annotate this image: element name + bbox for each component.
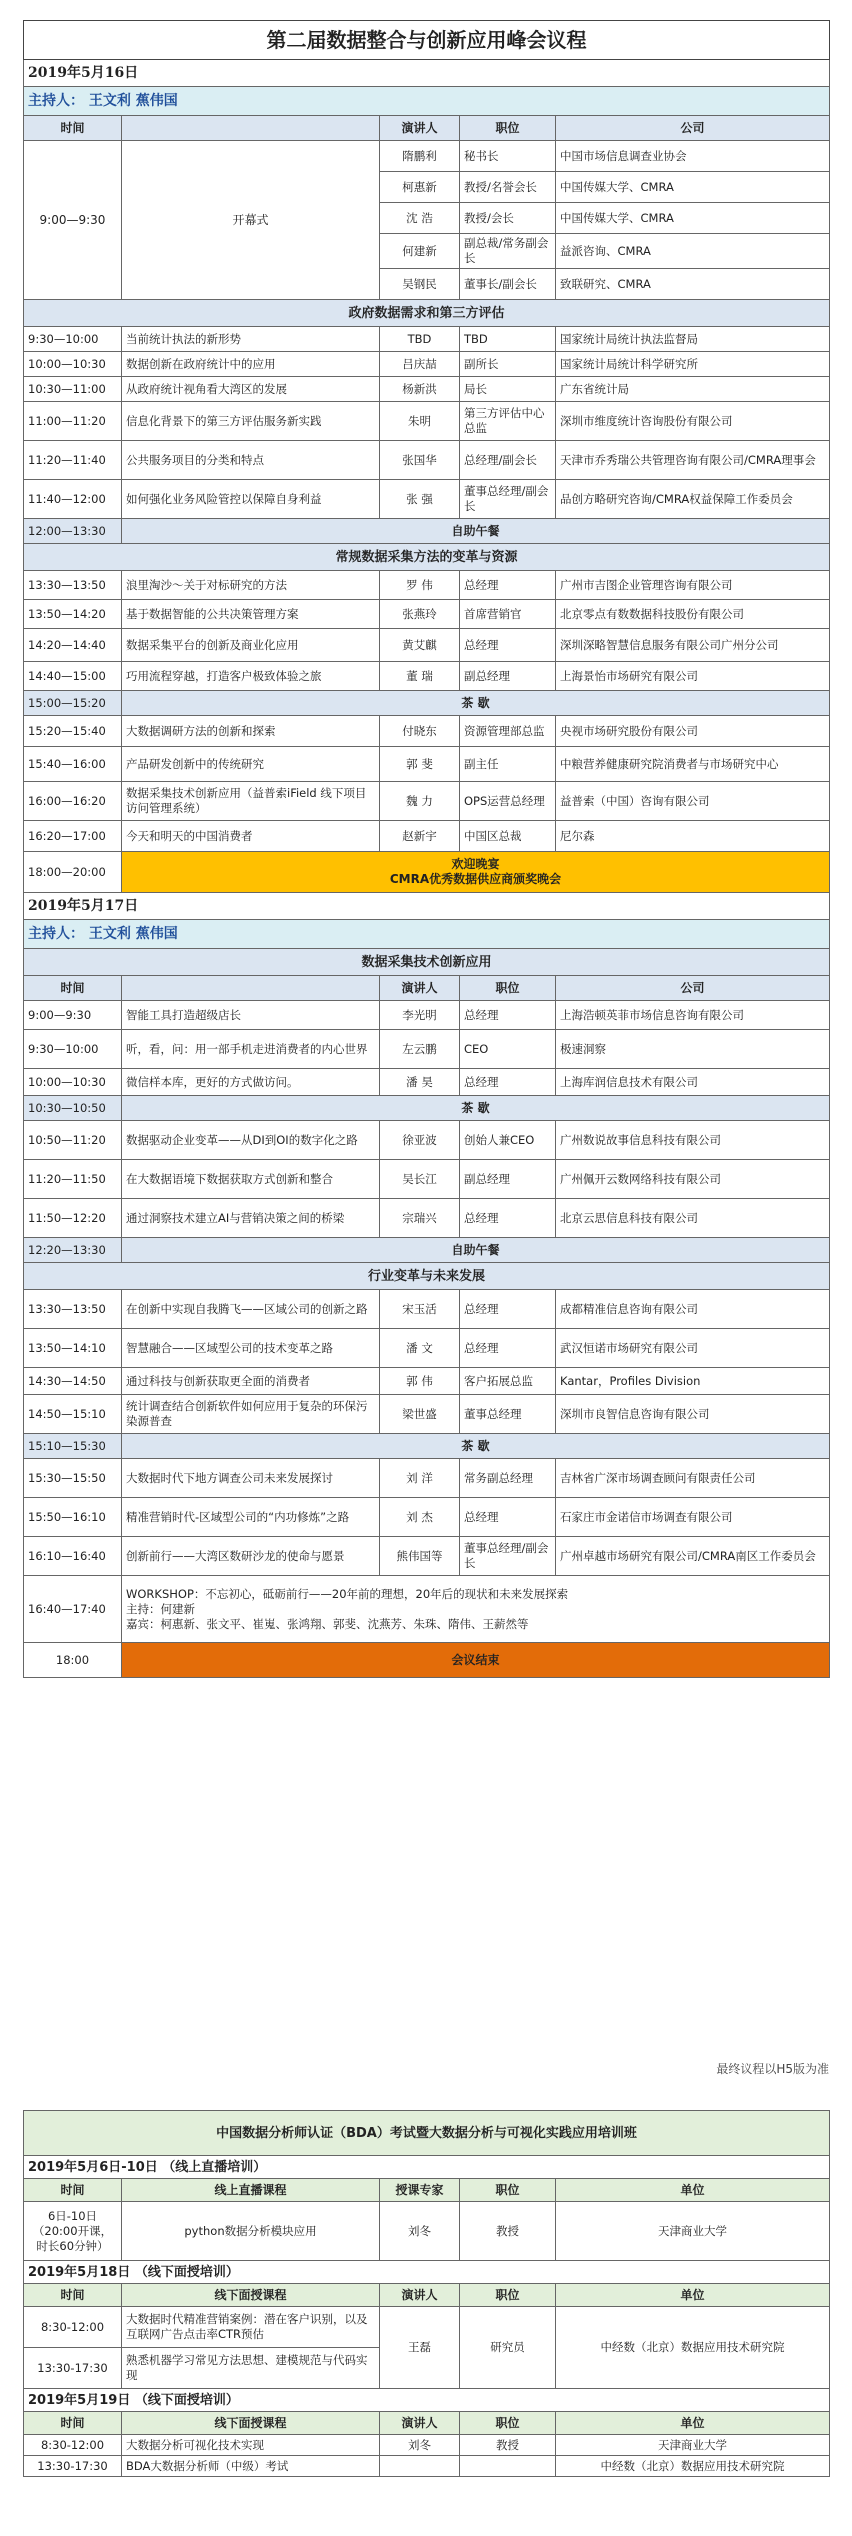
company: 广州数说故事信息科技有限公司 — [556, 1121, 830, 1160]
speaker: 何建新 — [380, 234, 460, 269]
tea-break-label: 茶 歇 — [122, 1434, 830, 1459]
speaker: 刘冬 — [380, 2435, 460, 2456]
day1-host-row — [24, 87, 830, 116]
time-cell: 9:30—10:00 — [24, 1030, 122, 1069]
course-title: 大数据时代精准营销案例：潜在客户识别，以及互联网广告点击率CTR预估 — [122, 2307, 380, 2348]
position: 副主任 — [460, 747, 556, 782]
column-header: 演讲人 — [380, 2284, 460, 2307]
position: TBD — [460, 327, 556, 352]
talk-title: 通过洞察技术建立AI与营销决策之间的桥梁 — [122, 1199, 380, 1238]
company: 品创方略研究咨询/CMRA权益保障工作委员会 — [556, 480, 830, 519]
talk-row — [24, 1329, 830, 1368]
speaker: 隋鹏利 — [380, 141, 460, 172]
company: 益普索（中国）咨询有限公司 — [556, 782, 830, 821]
part-date: 2019年5月6日-10日 （线上直播培训） — [24, 2156, 830, 2179]
day2-host: 主持人： 王文利 蕉伟国 — [24, 920, 830, 949]
training-table — [23, 2110, 830, 2477]
speaker: 刘 洋 — [380, 1459, 460, 1498]
column-header: 演讲人 — [380, 116, 460, 141]
position: 局长 — [460, 377, 556, 402]
speaker: 梁世盛 — [380, 1395, 460, 1434]
time-cell: 11:00—11:20 — [24, 402, 122, 441]
speaker — [380, 2456, 460, 2477]
course-title: BDA大数据分析师（中级）考试 — [122, 2456, 380, 2477]
talk-title: 智能工具打造超级店长 — [122, 1001, 380, 1030]
column-header: 单位 — [556, 2412, 830, 2435]
time-cell: 15:30—15:50 — [24, 1459, 122, 1498]
day2-header-row — [24, 976, 830, 1001]
section-gov-label: 政府数据需求和第三方评估 — [24, 300, 830, 327]
position: 董事总经理/副会长 — [460, 480, 556, 519]
column-header: 时间 — [24, 116, 122, 141]
day1-header-row — [24, 116, 830, 141]
position: 副所长 — [460, 352, 556, 377]
talk-row — [24, 352, 830, 377]
company: 北京零点有数数据科技股份有限公司 — [556, 600, 830, 629]
column-header: 职位 — [460, 2284, 556, 2307]
training-part2-row — [24, 2307, 830, 2348]
day2-date: 2019年5月17日 — [24, 893, 830, 920]
column-header: 时间 — [24, 2284, 122, 2307]
column-header: 时间 — [24, 976, 122, 1001]
position: 常务副总经理 — [460, 1459, 556, 1498]
column-header: 公司 — [556, 116, 830, 141]
talk-row — [24, 782, 830, 821]
training-title: 中国数据分析师认证（BDA）考试暨大数据分析与可视化实践应用培训班 — [24, 2111, 830, 2156]
time-cell: 13:30-17:30 — [24, 2456, 122, 2477]
workshop-line: 主持：何建新 — [126, 1601, 195, 1616]
company: 深圳市良智信息咨询有限公司 — [556, 1395, 830, 1434]
company: 吉林省广深市场调查顾问有限责任公司 — [556, 1459, 830, 1498]
position: OPS运营总经理 — [460, 782, 556, 821]
tea-break-label: 茶 歇 — [122, 691, 830, 716]
talk-row — [24, 629, 830, 662]
company: 中国市场信息调查业协会 — [556, 141, 830, 172]
talk-title: 大数据调研方法的创新和探索 — [122, 716, 380, 747]
column-header: 时间 — [24, 2412, 122, 2435]
time-cell: 14:20—14:40 — [24, 629, 122, 662]
section-tech-label: 数据采集技术创新应用 — [24, 949, 830, 976]
talk-row — [24, 716, 830, 747]
day1-date: 2019年5月16日 — [24, 60, 830, 87]
talk-row — [24, 1290, 830, 1329]
part-date: 2019年5月19日 （线下面授培训） — [24, 2389, 830, 2412]
time-cell: 10:30—11:00 — [24, 377, 122, 402]
speaker: 魏 力 — [380, 782, 460, 821]
company: 中经数（北京）数据应用技术研究院 — [556, 2456, 830, 2477]
talk-title: 数据驱动企业变革——从DI到OI的数字化之路 — [122, 1121, 380, 1160]
section-tech — [24, 949, 830, 976]
talk-row — [24, 1459, 830, 1498]
time-cell: 15:10—15:30 — [24, 1434, 122, 1459]
speaker: 宋玉活 — [380, 1290, 460, 1329]
time-cell: 9:00—9:30 — [24, 1001, 122, 1030]
company: 上海库润信息技术有限公司 — [556, 1069, 830, 1096]
training-part3-header — [24, 2412, 830, 2435]
company: 上海浩顿英菲市场信息咨询有限公司 — [556, 1001, 830, 1030]
talk-title: 从政府统计视角看大湾区的发展 — [122, 377, 380, 402]
column-header — [122, 976, 380, 1001]
agenda-table — [23, 20, 830, 1678]
section-collection-label: 常规数据采集方法的变革与资源 — [24, 544, 830, 571]
position: 第三方评估中心总监 — [460, 402, 556, 441]
company: 天津商业大学 — [556, 2435, 830, 2456]
lunch-break-label: 自助午餐 — [122, 1238, 830, 1263]
tea-break-label: 茶 歇 — [122, 1096, 830, 1121]
column-header: 授课专家 — [380, 2179, 460, 2202]
day1-date-row — [24, 60, 830, 87]
speaker: 潘 昊 — [380, 1069, 460, 1096]
training-part3-row — [24, 2435, 830, 2456]
time-cell: 16:10—16:40 — [24, 1537, 122, 1576]
training-table-wrap — [23, 2110, 829, 2477]
time-cell: 10:50—11:20 — [24, 1121, 122, 1160]
company: 石家庄市金诺信市场调查有限公司 — [556, 1498, 830, 1537]
time-cell: 18:00 — [24, 1643, 122, 1678]
position: 创始人兼CEO — [460, 1121, 556, 1160]
company: 极速洞察 — [556, 1030, 830, 1069]
session-title: 开幕式 — [122, 141, 380, 300]
time-cell: 15:40—16:00 — [24, 747, 122, 782]
position: 教授/名誉会长 — [460, 172, 556, 203]
talk-row — [24, 1395, 830, 1434]
talk-title: 大数据时代下地方调查公司未来发展探讨 — [122, 1459, 380, 1498]
company: 广州卓越市场研究有限公司/CMRA南区工作委员会 — [556, 1537, 830, 1576]
company: 尼尔森 — [556, 821, 830, 852]
position: CEO — [460, 1030, 556, 1069]
time-cell: 13:30-17:30 — [24, 2348, 122, 2389]
company: Kantar，Profiles Division — [556, 1368, 830, 1395]
talk-title: 信息化背景下的第三方评估服务新实践 — [122, 402, 380, 441]
workshop-row — [24, 1576, 830, 1643]
speaker: 赵新宇 — [380, 821, 460, 852]
time-cell: 18:00—20:00 — [24, 852, 122, 893]
speaker: 黄艾麒 — [380, 629, 460, 662]
company: 上海景怡市场研究有限公司 — [556, 662, 830, 691]
training-part3-row — [24, 2456, 830, 2477]
workshop-line: 嘉宾：柯惠新、张文平、崔嵬、张鸿翔、郭斐、沈燕芳、朱珠、隋伟、王薪然等 — [126, 1616, 529, 1631]
speaker: 柯惠新 — [380, 172, 460, 203]
page-title: 第二届数据整合与创新应用峰会议程 — [24, 21, 830, 60]
workshop-text — [122, 1576, 830, 1643]
talk-title: 巧用流程穿越，打造客户极致体验之旅 — [122, 662, 380, 691]
position: 研究员 — [460, 2307, 556, 2389]
talk-row — [24, 1368, 830, 1395]
end-label: 会议结束 — [122, 1643, 830, 1678]
company: 成都精准信息咨询有限公司 — [556, 1290, 830, 1329]
time-cell: 10:30—10:50 — [24, 1096, 122, 1121]
agenda-table-wrap — [23, 20, 829, 1678]
speaker: 朱明 — [380, 402, 460, 441]
position: 董事总经理 — [460, 1395, 556, 1434]
training-title-row — [24, 2111, 830, 2156]
talk-row — [24, 821, 830, 852]
position: 客户拓展总监 — [460, 1368, 556, 1395]
talk-row — [24, 600, 830, 629]
time-cell: 11:20—11:50 — [24, 1160, 122, 1199]
speaker: 左云鹏 — [380, 1030, 460, 1069]
company: 广州市吉图企业管理咨询有限公司 — [556, 571, 830, 600]
talk-title: 在创新中实现自我腾飞——区域公司的创新之路 — [122, 1290, 380, 1329]
company: 国家统计局统计科学研究所 — [556, 352, 830, 377]
position: 总经理 — [460, 571, 556, 600]
talk-title: 如何强化业务风险管控以保障自身利益 — [122, 480, 380, 519]
company: 深圳深略智慧信息服务有限公司广州分公司 — [556, 629, 830, 662]
talk-title: 数据采集技术创新应用（益普索iField 线下项目访问管理系统） — [122, 782, 380, 821]
talk-row — [24, 402, 830, 441]
speaker: 郭 斐 — [380, 747, 460, 782]
talk-title: 数据创新在政府统计中的应用 — [122, 352, 380, 377]
time-cell: 11:20—11:40 — [24, 441, 122, 480]
part-date: 2019年5月18日 （线下面授培训） — [24, 2261, 830, 2284]
talk-title: 智慧融合——区域型公司的技术变革之路 — [122, 1329, 380, 1368]
time-cell: 16:00—16:20 — [24, 782, 122, 821]
agenda-title-row — [24, 21, 830, 60]
speaker: TBD — [380, 327, 460, 352]
time-cell: 15:50—16:10 — [24, 1498, 122, 1537]
talk-row — [24, 377, 830, 402]
talk-title: 在大数据语境下数据获取方式创新和整合 — [122, 1160, 380, 1199]
section-gov — [24, 300, 830, 327]
speaker: 付晓东 — [380, 716, 460, 747]
talk-title: 今天和明天的中国消费者 — [122, 821, 380, 852]
training-part1-header — [24, 2179, 830, 2202]
column-header: 职位 — [460, 2412, 556, 2435]
talk-row — [24, 1030, 830, 1069]
position: 首席营销官 — [460, 600, 556, 629]
speaker: 郭 伟 — [380, 1368, 460, 1395]
talk-row — [24, 571, 830, 600]
course-title: python数据分析模块应用 — [122, 2202, 380, 2261]
talk-row — [24, 1121, 830, 1160]
speaker: 吴长江 — [380, 1160, 460, 1199]
speaker: 罗 伟 — [380, 571, 460, 600]
company: 广东省统计局 — [556, 377, 830, 402]
position: 秘书长 — [460, 141, 556, 172]
time-cell: 14:30—14:50 — [24, 1368, 122, 1395]
training-part1-row — [24, 2202, 830, 2261]
company: 中国传媒大学、CMRA — [556, 172, 830, 203]
dinner-row — [24, 852, 830, 893]
course-title: 大数据分析可视化技术实现 — [122, 2435, 380, 2456]
speaker: 沈 浩 — [380, 203, 460, 234]
speaker: 徐亚波 — [380, 1121, 460, 1160]
talk-row — [24, 480, 830, 519]
speaker: 宗瑞兴 — [380, 1199, 460, 1238]
speaker: 潘 文 — [380, 1329, 460, 1368]
talk-row — [24, 1537, 830, 1576]
day2-host-row — [24, 920, 830, 949]
position — [460, 2456, 556, 2477]
lunch-break — [24, 519, 830, 544]
column-header: 线上直播课程 — [122, 2179, 380, 2202]
day1-host: 主持人： 王文利 蕉伟国 — [24, 87, 830, 116]
speaker: 张燕玲 — [380, 600, 460, 629]
position: 教授/会长 — [460, 203, 556, 234]
column-header — [122, 116, 380, 141]
company: 深圳市维度统计咨询股份有限公司 — [556, 402, 830, 441]
company: 广州佩开云数网络科技有限公司 — [556, 1160, 830, 1199]
training-part3-date — [24, 2389, 830, 2412]
talk-row — [24, 747, 830, 782]
column-header: 线下面授课程 — [122, 2284, 380, 2307]
time-cell: 15:00—15:20 — [24, 691, 122, 716]
position: 董事总经理/副会长 — [460, 1537, 556, 1576]
opening-row — [24, 141, 830, 172]
time-cell: 14:50—15:10 — [24, 1395, 122, 1434]
position: 总经理 — [460, 1329, 556, 1368]
column-header: 演讲人 — [380, 2412, 460, 2435]
talk-title: 基于数据智能的公共决策管理方案 — [122, 600, 380, 629]
column-header: 职位 — [460, 976, 556, 1001]
time-cell: 8:30-12:00 — [24, 2307, 122, 2348]
speaker: 张 强 — [380, 480, 460, 519]
position: 教授 — [460, 2202, 556, 2261]
time-cell: 10:00—10:30 — [24, 1069, 122, 1096]
company: 央视市场研究股份有限公司 — [556, 716, 830, 747]
company: 致联研究、CMRA — [556, 269, 830, 300]
tea-break — [24, 691, 830, 716]
time-cell: 15:20—15:40 — [24, 716, 122, 747]
agenda-note: 最终议程以H5版为准 — [716, 2062, 829, 2076]
time-cell: 12:20—13:30 — [24, 1238, 122, 1263]
talk-title: 听，看，问：用一部手机走进消费者的内心世界 — [122, 1030, 380, 1069]
section-industry — [24, 1263, 830, 1290]
dinner-label — [122, 852, 830, 893]
position: 副总经理 — [460, 1160, 556, 1199]
column-header: 线下面授课程 — [122, 2412, 380, 2435]
position: 总经理 — [460, 1001, 556, 1030]
company: 天津商业大学 — [556, 2202, 830, 2261]
section-industry-label: 行业变革与未来发展 — [24, 1263, 830, 1290]
speaker: 刘冬 — [380, 2202, 460, 2261]
company: 国家统计局统计执法监督局 — [556, 327, 830, 352]
time-cell: 14:40—15:00 — [24, 662, 122, 691]
speaker: 吕庆喆 — [380, 352, 460, 377]
talk-title: 统计调查结合创新软件如何应用于复杂的环保污染源普查 — [122, 1395, 380, 1434]
column-header: 职位 — [460, 2179, 556, 2202]
position: 总经理/副会长 — [460, 441, 556, 480]
position: 总经理 — [460, 1199, 556, 1238]
column-header: 单位 — [556, 2179, 830, 2202]
time-cell: 13:50—14:10 — [24, 1329, 122, 1368]
company: 中粮营养健康研究院消费者与市场研究中心 — [556, 747, 830, 782]
talk-title: 数据采集平台的创新及商业化应用 — [122, 629, 380, 662]
dinner-line2: CMRA优秀数据供应商颁奖晚会 — [389, 872, 562, 886]
training-part2-date — [24, 2261, 830, 2284]
talk-row — [24, 1160, 830, 1199]
talk-title: 微信样本库，更好的方式做访问。 — [122, 1069, 380, 1096]
talk-title: 当前统计执法的新形势 — [122, 327, 380, 352]
talk-title: 创新前行——大湾区数研沙龙的使命与愿景 — [122, 1537, 380, 1576]
time-cell: 12:00—13:30 — [24, 519, 122, 544]
tea-break — [24, 1434, 830, 1459]
company: 中经数（北京）数据应用技术研究院 — [556, 2307, 830, 2389]
time-cell: 9:00—9:30 — [24, 141, 122, 300]
speaker: 熊伟国等 — [380, 1537, 460, 1576]
speaker: 吴钢民 — [380, 269, 460, 300]
training-part1-date — [24, 2156, 830, 2179]
speaker: 董 瑞 — [380, 662, 460, 691]
time-cell: 9:30—10:00 — [24, 327, 122, 352]
time-cell: 8:30-12:00 — [24, 2435, 122, 2456]
speaker: 王磊 — [380, 2307, 460, 2389]
time-cell: 6日-10日（20:00开课，时长60分钟） — [24, 2202, 122, 2261]
section-collection — [24, 544, 830, 571]
time-cell: 11:50—12:20 — [24, 1199, 122, 1238]
column-header: 单位 — [556, 2284, 830, 2307]
tea-break — [24, 1096, 830, 1121]
company: 益派咨询、CMRA — [556, 234, 830, 269]
speaker: 杨新洪 — [380, 377, 460, 402]
company: 武汉恒诺市场研究有限公司 — [556, 1329, 830, 1368]
time-cell: 13:50—14:20 — [24, 600, 122, 629]
position: 总经理 — [460, 1069, 556, 1096]
talk-title: 通过科技与创新获取更全面的消费者 — [122, 1368, 380, 1395]
position: 中国区总裁 — [460, 821, 556, 852]
talk-row — [24, 1069, 830, 1096]
talk-title: 精准营销时代-区域型公司的“内功修炼”之路 — [122, 1498, 380, 1537]
position: 副总经理 — [460, 662, 556, 691]
training-part2-header — [24, 2284, 830, 2307]
talk-row — [24, 1001, 830, 1030]
position: 董事长/副会长 — [460, 269, 556, 300]
workshop-line: WORKSHOP：不忘初心，砥砺前行——20年前的理想，20年后的现状和未来发展探索 — [126, 1586, 569, 1601]
time-cell: 13:30—13:50 — [24, 571, 122, 600]
position: 总经理 — [460, 1498, 556, 1537]
dinner-line1: 欢迎晚宴 — [451, 857, 500, 871]
position: 资源管理部总监 — [460, 716, 556, 747]
time-cell: 11:40—12:00 — [24, 480, 122, 519]
company: 天津市乔秀瑞公共管理咨询有限公司/CMRA理事会 — [556, 441, 830, 480]
talk-row — [24, 441, 830, 480]
day2-date-row — [24, 893, 830, 920]
column-header: 公司 — [556, 976, 830, 1001]
talk-row — [24, 1498, 830, 1537]
lunch-break — [24, 1238, 830, 1263]
time-cell: 16:40—17:40 — [24, 1576, 122, 1643]
talk-title: 公共服务项目的分类和特点 — [122, 441, 380, 480]
speaker: 刘 杰 — [380, 1498, 460, 1537]
talk-row — [24, 1199, 830, 1238]
column-header: 演讲人 — [380, 976, 460, 1001]
position: 副总裁/常务副会长 — [460, 234, 556, 269]
column-header: 职位 — [460, 116, 556, 141]
talk-row — [24, 662, 830, 691]
talk-title: 产品研发创新中的传统研究 — [122, 747, 380, 782]
company: 中国传媒大学、CMRA — [556, 203, 830, 234]
speaker: 张国华 — [380, 441, 460, 480]
time-cell: 13:30—13:50 — [24, 1290, 122, 1329]
course-title: 熟悉机器学习常见方法思想、建模规范与代码实现 — [122, 2348, 380, 2389]
talk-title: 浪里淘沙～关于对标研究的方法 — [122, 571, 380, 600]
position: 总经理 — [460, 1290, 556, 1329]
column-header: 时间 — [24, 2179, 122, 2202]
company: 北京云思信息科技有限公司 — [556, 1199, 830, 1238]
speaker: 李光明 — [380, 1001, 460, 1030]
end-row — [24, 1643, 830, 1678]
talk-row — [24, 327, 830, 352]
lunch-break-label: 自助午餐 — [122, 519, 830, 544]
time-cell: 10:00—10:30 — [24, 352, 122, 377]
position: 教授 — [460, 2435, 556, 2456]
position: 总经理 — [460, 629, 556, 662]
time-cell: 16:20—17:00 — [24, 821, 122, 852]
